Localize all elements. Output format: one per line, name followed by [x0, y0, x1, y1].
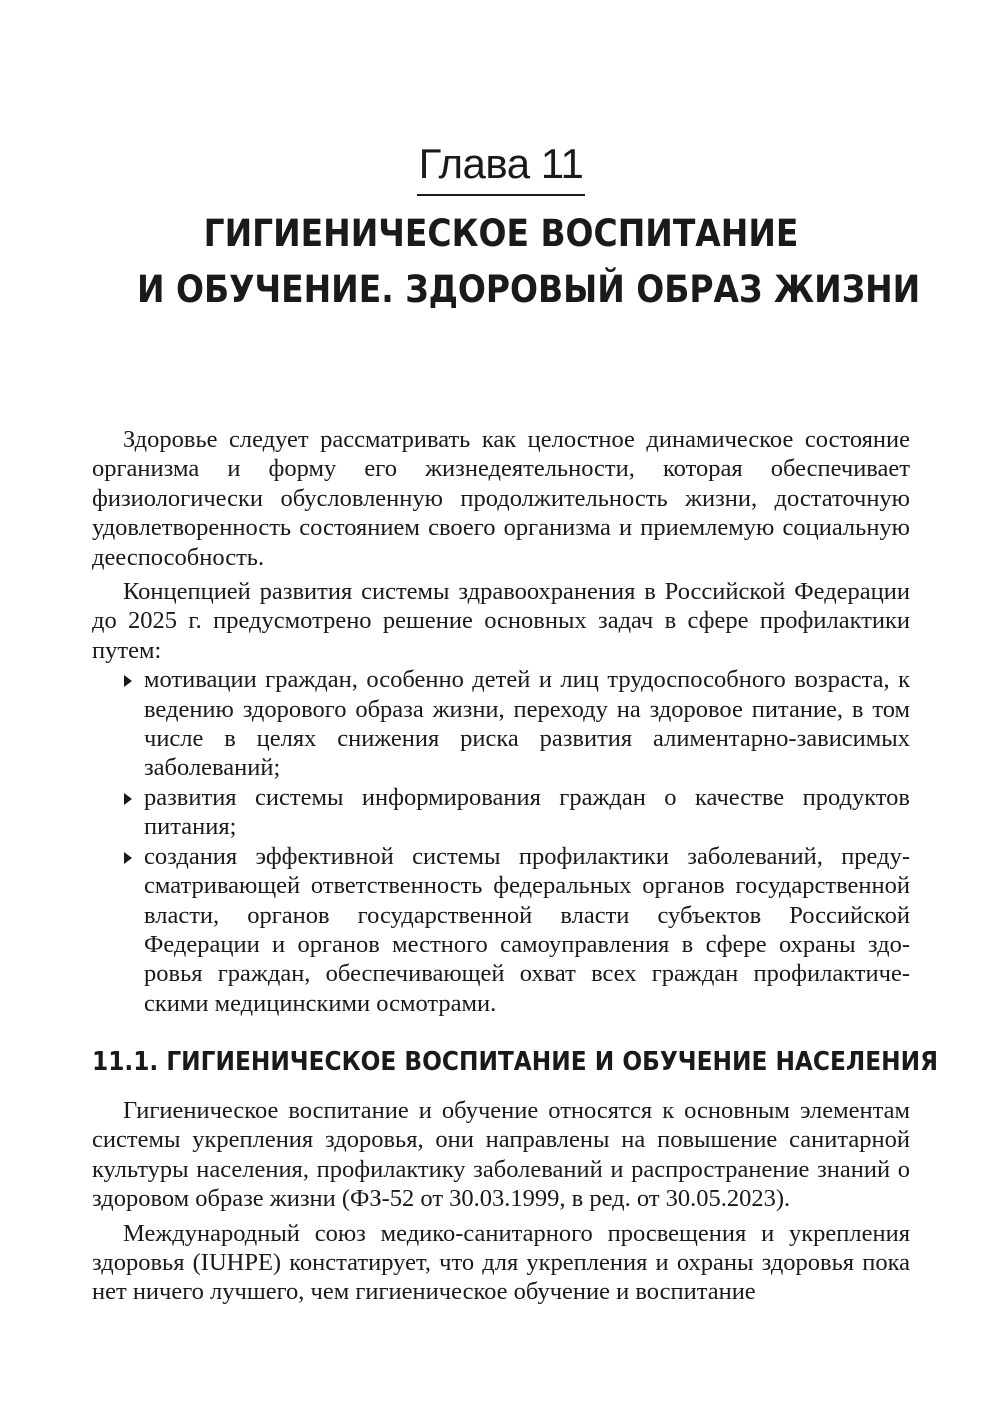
intro-paragraph-1: Здоровье следует рассматривать как целостное динамическое состояние организма и форму его жизнедеятельности, которая обеспечивает физиологически обусловленную продолжительность жизни, достаточную удовлетворенность состоянием своего организма и приемлемую социальную дееспособность. [92, 426, 910, 571]
section-paragraph-2: Международный союз медико-санитарного просвещения и укрепления здоровья (IUHPE) констатирует, что для укрепления и охраны здоровья пока нет ничего лучшего, чем гигиеническое обучение и воспитание [92, 1219, 910, 1306]
list-item-text: мотивации граждан, особенно детей и лиц трудоспособного возраста, к ведению здорового образа жизни, переходу на здоровое питание, в том числе в целях снижения риска развития алиментарно-зависимых заболеваний; [144, 666, 910, 782]
triangle-bullet-icon [124, 793, 132, 805]
chapter-title [136, 206, 921, 318]
list-item-text: развития системы информирования граждан о качестве продуктов питания; [144, 783, 910, 841]
list-item [92, 665, 910, 783]
chapter-label [92, 138, 910, 196]
intro-text [92, 425, 910, 1018]
chapter-number-text: Глава 11 [417, 138, 586, 196]
triangle-bullet-icon [124, 675, 132, 687]
triangle-bullet-icon [124, 852, 132, 864]
section-heading: 11.1. ГИГИЕНИЧЕСКОЕ ВОСПИТАНИЕ И ОБУЧЕНИЕ НАСЕЛЕНИЯ [92, 1047, 938, 1077]
list-item [92, 842, 910, 1018]
chapter-title-line-2: И ОБУЧЕНИЕ. ЗДОРОВЫЙ ОБРАЗ ЖИЗНИ [136, 268, 921, 311]
chapter-title-line-1: ГИГИЕНИЧЕСКОЕ ВОСПИТАНИЕ [203, 212, 799, 255]
list-item-text: создания эффективной системы профилактики заболеваний, предусматривающей ответственность федеральных органов государственной власти, органов государственной власти субъектов Российской Федерации и органов местного самоуправления в сфере охраны здоровья граждан, обеспечивающей охват всех граждан профилактическими медицинскими осмотрами. [144, 842, 910, 1017]
section-paragraph-1: Гигиеническое воспитание и обучение относятся к основным элементам системы укрепления здоровья, они направлены на повышение санитарной культуры населения, профилактику заболеваний и распространение знаний о здоровом образе жизни (ФЗ-52 от 30.03.1999, в ред. от 30.05.2023). [92, 1097, 910, 1213]
intro-paragraph-2: Концепцией развития системы здравоохранения в Российской Федерации до 2025 г. предусмотрено решение основных задач в сфере профилактики путем: [92, 578, 910, 664]
list-item [92, 783, 910, 842]
bullet-list [92, 665, 910, 1018]
section-text [92, 1096, 910, 1307]
